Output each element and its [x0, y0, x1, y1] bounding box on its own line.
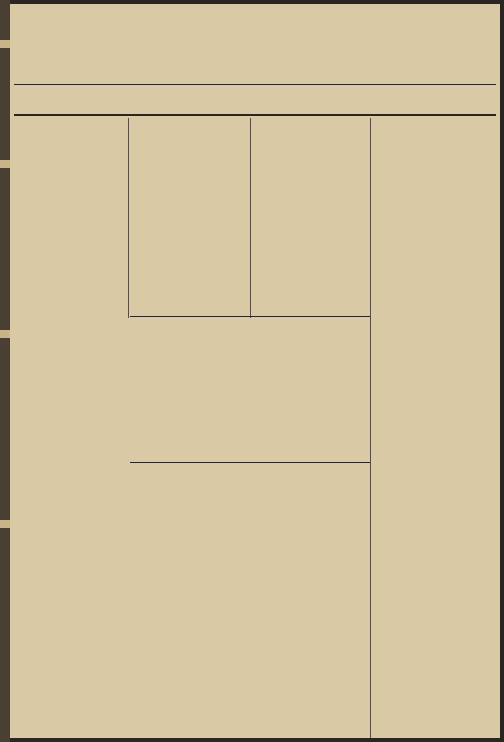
section-rule [130, 316, 370, 317]
header-rule-double [14, 114, 496, 116]
header-rule [14, 84, 496, 85]
section-rule [130, 462, 370, 463]
column-divider [370, 118, 371, 738]
column-divider [128, 118, 129, 318]
binding-strip [0, 0, 10, 742]
newspaper-page [10, 4, 500, 738]
column-divider [250, 118, 251, 318]
